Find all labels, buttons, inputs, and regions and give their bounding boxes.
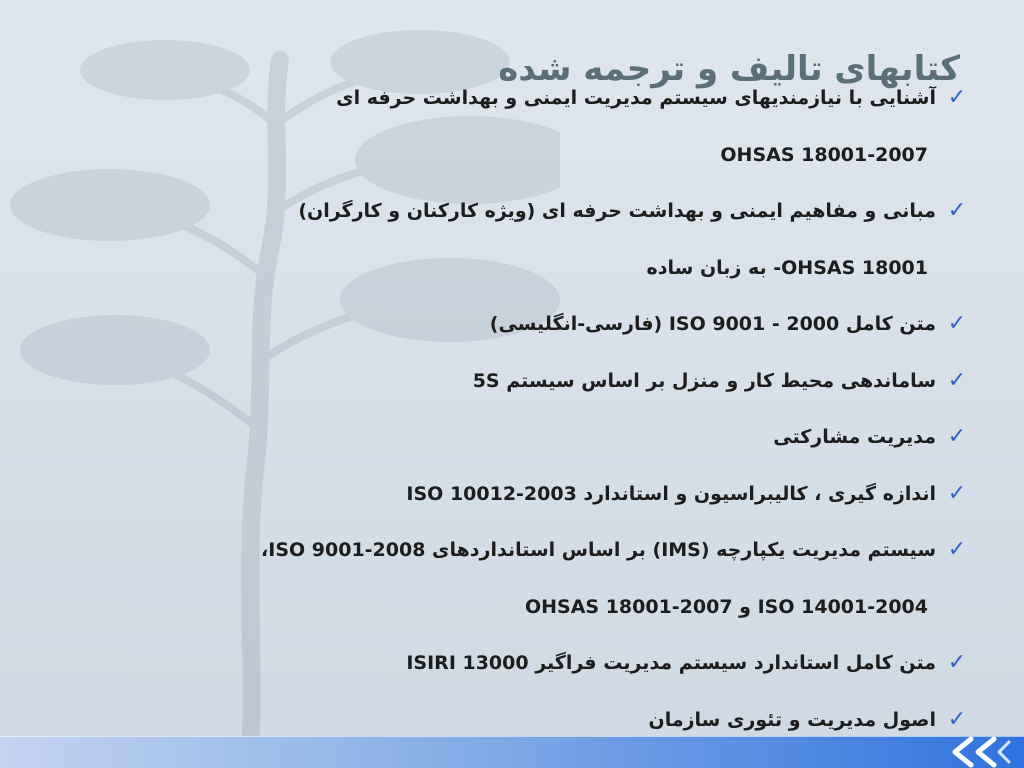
book-list-item-text: ISO 14001-2004 و OHSAS 18001-2007 — [524, 596, 928, 618]
book-list-item — [473, 363, 968, 399]
book-list-item-text: آشنایی با نیازمندیهای سیستم مدیریت ایمنی و بهداشت حرفه ای — [336, 87, 936, 109]
book-list-item — [336, 80, 968, 116]
book-list-item-text: متن کامل استاندارد سیستم مدیریت فراگیر ISIRI 13000 — [406, 652, 936, 674]
book-list-continuation — [647, 250, 928, 286]
checkmark-icon: ✓ — [947, 198, 967, 223]
checkmark-icon: ✓ — [947, 650, 967, 675]
book-list-item — [406, 645, 968, 681]
book-list-item — [261, 532, 968, 568]
checkmark-icon: ✓ — [947, 537, 967, 562]
book-list-item — [298, 193, 968, 229]
book-list-continuation — [525, 589, 928, 625]
book-list-item — [648, 702, 968, 738]
book-list-item-text: سیستم مدیریت یکپارچه (IMS) بر اساس استانداردهای ISO 9001-2008، — [261, 539, 936, 561]
book-list-continuation — [720, 137, 928, 173]
checkmark-icon: ✓ — [947, 424, 967, 449]
bottom-decorative-band — [0, 736, 1024, 768]
double-chevron-icon — [936, 736, 1014, 768]
checkmark-icon: ✓ — [947, 368, 967, 393]
book-list-item-text: اندازه گیری ، کالیبراسیون و استاندارد ISO 10012-2003 — [406, 483, 936, 505]
book-list-item — [773, 419, 968, 455]
checkmark-icon: ✓ — [947, 707, 967, 732]
book-list-item-text: مدیریت مشارکتی — [773, 426, 936, 448]
book-list-item-text: ساماندهی محیط کار و منزل بر اساس سیستم 5S — [472, 370, 936, 392]
book-list-item — [490, 306, 968, 342]
book-list — [28, 80, 968, 740]
book-list-item-text: متن کامل ISO 9001 - 2000 (فارسی-انگلیسی) — [489, 313, 936, 335]
book-list-item — [406, 476, 968, 512]
slide-title: کتابهای تالیف و ترجمه شده — [498, 48, 960, 89]
book-list-item-text: مبانی و مفاهیم ایمنی و بهداشت حرفه ای (ویژه کارکنان و کارگران) — [298, 200, 936, 222]
checkmark-icon: ✓ — [947, 481, 967, 506]
checkmark-icon: ✓ — [947, 311, 967, 336]
book-list-item-text: OHSAS 18001-2007 — [720, 144, 928, 166]
book-list-item-text: اصول مدیریت و تئوری سازمان — [648, 709, 936, 731]
checkmark-icon: ✓ — [947, 85, 967, 110]
book-list-item-text: OHSAS 18001- به زبان ساده — [646, 257, 928, 279]
